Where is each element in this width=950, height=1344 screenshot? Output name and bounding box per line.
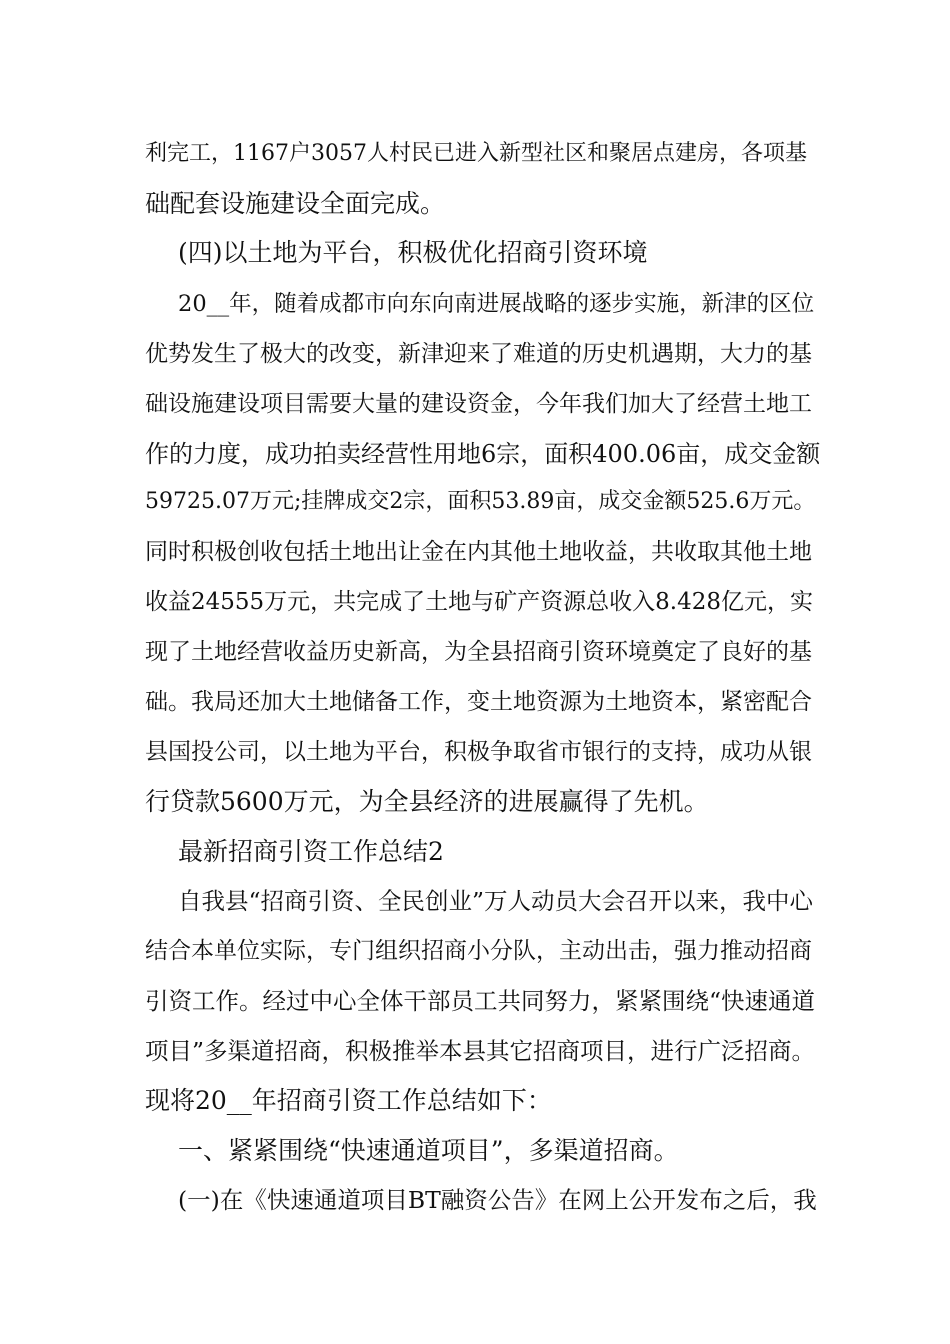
text-line: 收益24555万元，共完成了土地与矿产资源总收入8.428亿元，实 — [145, 589, 814, 615]
text-line: (一)在《快速通道项目BT融资公告》在网上公开发布之后，我 — [178, 1186, 817, 1214]
text-line: 自我县“招商引资、全民创业”万人动员大会召开以来，我中心 — [178, 887, 814, 915]
text-line: 作的力度，成功拍卖经营性用地6宗，面积400.06亩，成交金额 — [145, 440, 821, 468]
text-line: 一、紧紧围绕“快速通道项目”，多渠道招商。 — [178, 1136, 679, 1165]
text-line: 59725.07万元;挂牌成交2宗，面积53.89亩，成交金额525.6万元。 — [145, 489, 816, 514]
text-line: 行贷款5600万元，为全县经济的进展赢得了先机。 — [145, 787, 709, 816]
text-line: 同时积极创收包括土地出让金在内其他土地收益，共收取其他土地 — [145, 539, 812, 565]
text-line: 础设施建设项目需要大量的建设资金，今年我们加大了经营土地工 — [145, 391, 812, 417]
text-line: (四)以土地为平台，积极优化招商引资环境 — [178, 238, 648, 267]
text-line: 结合本单位实际，专门组织招商小分队，主动出击，强力推动招商 — [145, 938, 812, 964]
text-line: 20__年，随着成都市向东向南进展战略的逐步实施，新津的区位 — [178, 291, 815, 317]
text-line: 利完工，1167户3057人村民已进入新型社区和聚居点建房，各项基 — [145, 141, 807, 166]
text-line: 优势发生了极大的改变，新津迎来了难道的历史机遇期，大力的基 — [145, 341, 812, 367]
text-line: 础。我局还加大土地储备工作，变土地资源为土地资本，紧密配合 — [145, 689, 812, 715]
text-line: 最新招商引资工作总结2 — [178, 837, 444, 866]
text-line: 项目”多渠道招商，积极推举本县其它招商项目，进行广泛招商。 — [145, 1037, 816, 1065]
text-line: 现将20__年招商引资工作总结如下： — [145, 1086, 552, 1115]
text-line: 引资工作。经过中心全体干部员工共同努力，紧紧围绕“快速通道 — [145, 987, 816, 1015]
text-line: 县国投公司，以土地为平台，积极争取省市银行的支持，成功从银 — [145, 739, 812, 765]
text-line: 础配套设施建设全面完成。 — [145, 189, 446, 218]
text-line: 现了土地经营收益历史新高，为全县招商引资环境奠定了良好的基 — [145, 639, 812, 665]
